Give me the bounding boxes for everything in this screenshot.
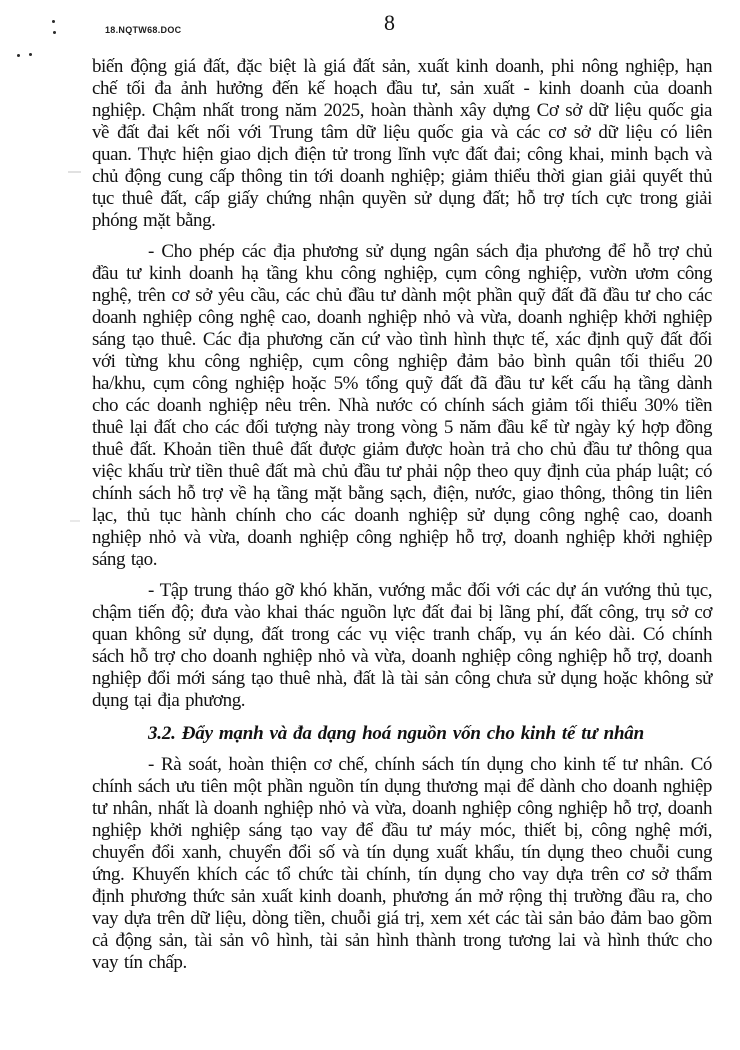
document-body bbox=[92, 56, 712, 974]
scan-artifact-dot bbox=[29, 53, 32, 56]
paragraph: - Cho phép các địa phương sử dụng ngân sách địa phương để hỗ trợ chủ đầu tư kinh doanh hạ tầng khu công nghiệp, cụm công nghiệp, vườn ươm công nghệ, trên cơ sở yêu cầu, các chủ đầu tư dành một phần quỹ đất đã đầu tư cho các doanh nghiệp công nghệ cao, doanh nghiệp nhỏ và vừa, doanh nghiệp khởi nghiệp sáng tạo thuê. Các địa phương căn cứ vào tình hình thực tế, xác định quỹ đất đối với từng khu công nghiệp, cụm công nghiệp đảm bảo bình quân tối thiểu 20 ha/khu, cụm công nghiệp hoặc 5% tổng quỹ đất đã đầu tư kết cấu hạ tầng dành cho các doanh nghiệp nêu trên. Nhà nước có chính sách giảm tối thiểu 30% tiền thuê lại đất cho các đối tượng này trong vòng 5 năm đầu kể từ ngày ký hợp đồng thuê đất. Khoản tiền thuê đất được giảm được hoàn trả cho chủ đầu tư thông qua việc khấu trừ tiền thuê đất mà chủ đầu tư phải nộp theo quy định của pháp luật; có chính sách hỗ trợ về hạ tầng mặt bằng sạch, điện, nước, giao thông, thông tin liên lạc, thủ tục hành chính cho các doanh nghiệp sử dụng công nghệ cao, doanh nghiệp nhỏ và vừa, doanh nghiệp công nghiệp hỗ trợ, doanh nghiệp khởi nghiệp sáng tạo. bbox=[92, 241, 712, 570]
scan-artifact-dot bbox=[53, 31, 56, 34]
paragraph: biến động giá đất, đặc biệt là giá đất sản, xuất kinh doanh, phi nông nghiệp, hạn chế tối đa ảnh hưởng đến kế hoạch đầu tư, sản xuất - kinh doanh của doanh nghiệp. Chậm nhất trong năm 2025, hoàn thành xây dựng Cơ sở dữ liệu quốc gia về đất đai kết nối với Trung tâm dữ liệu quốc gia và các cơ sở dữ liệu có liên quan. Thực hiện giao dịch điện tử trong lĩnh vực đất đai; công khai, minh bạch và chủ động cung cấp thông tin tới doanh nghiệp; giảm thiểu thời gian giải quyết thủ tục thuê đất, cấp giấy chứng nhận quyền sử dụng đất; hỗ trợ tích cực trong giải phóng mặt bằng. bbox=[92, 56, 712, 231]
section-heading: 3.2. Đẩy mạnh và đa dạng hoá nguồn vốn cho kinh tế tư nhân bbox=[148, 723, 644, 744]
scan-artifact-smudge bbox=[70, 520, 80, 522]
scan-artifact-dot bbox=[17, 54, 20, 57]
scan-artifact-dot bbox=[52, 20, 55, 23]
scan-artifact-smudge bbox=[68, 171, 81, 173]
paragraph: - Tập trung tháo gỡ khó khăn, vướng mắc đối với các dự án vướng thủ tục, chậm tiến độ; đưa vào khai thác nguồn lực đất đai bị lãng phí, đất công, trụ sở cơ quan không sử dụng, đất trong các vụ việc tranh chấp, vụ án kéo dài. Có chính sách hỗ trợ cho doanh nghiệp nhỏ và vừa, doanh nghiệp công nghiệp hỗ trợ, doanh nghiệp đổi mới sáng tạo thuê nhà, đất là tài sản công chưa sử dụng hoặc không sử dụng tại địa phương. bbox=[92, 580, 712, 711]
page-number: 8 bbox=[384, 10, 395, 35]
document-filename-label: 18.NQTW68.DOC bbox=[105, 25, 182, 35]
paragraph: - Rà soát, hoàn thiện cơ chế, chính sách tín dụng cho kinh tế tư nhân. Có chính sách ưu tiên một phần nguồn tín dụng thương mại để dành cho doanh nghiệp tư nhân, nhất là doanh nghiệp nhỏ và vừa, doanh nghiệp công nghiệp hỗ trợ, doanh nghiệp khởi nghiệp sáng tạo vay để đầu tư máy móc, thiết bị, công nghệ mới, chuyển đổi xanh, chuyển đổi số và tín dụng xuất khẩu, tín dụng theo chuỗi cung ứng. Khuyến khích các tổ chức tài chính, tín dụng cho vay dựa trên cơ sở thẩm định phương thức sản xuất kinh doanh, phương án mở rộng thị trường đầu ra, cho vay dựa trên dữ liệu, dòng tiền, chuỗi giá trị, xem xét các tài sản bảo đảm bao gồm cả động sản, tài sản vô hình, tài sản hình thành trong tương lai và hình thức cho vay tín chấp. bbox=[92, 754, 712, 973]
